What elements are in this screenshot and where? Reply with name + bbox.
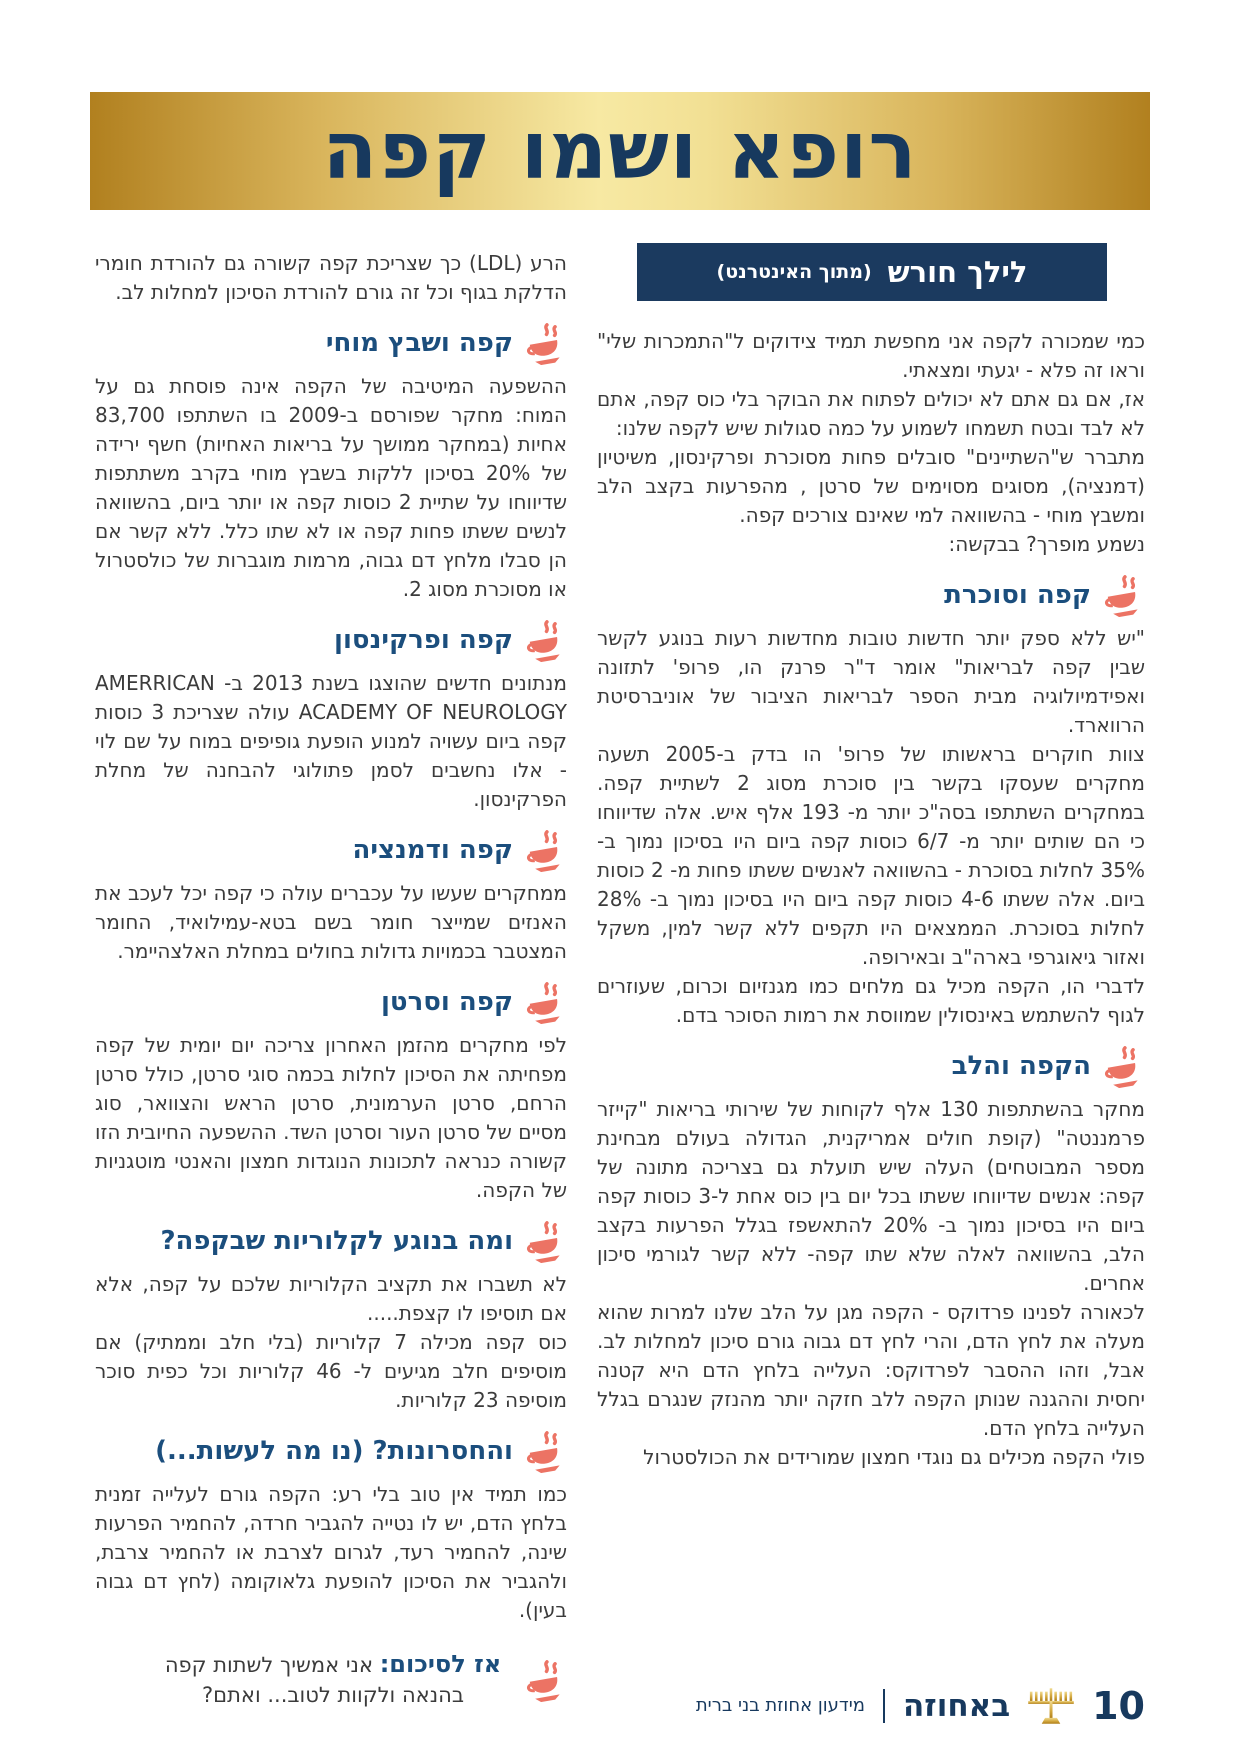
section-paragraph: לפי מחקרים מהזמן האחרון צריכה יום יומית של קפה מפחיתה את הסיכון לחלות בכמה סוגי סרטן, כולל סרטן הרחם, סרטן הערמונית, סרטן הראש והצוואר, סוג מסיים של סרטן העור וסרטן השד. ההשפעה החיובית הזו קשורה כנראה לתכונות הנוגדות חמצון והאנטי מוטגניות של הקפה. (95, 1033, 567, 1202)
article-section (95, 1429, 567, 1625)
section-paragraphs (95, 1031, 567, 1205)
article-section (597, 1044, 1145, 1472)
coffee-cup-icon (525, 1429, 567, 1473)
section-paragraphs (597, 624, 1145, 1030)
coffee-cup-icon (1103, 573, 1145, 617)
section-head (95, 828, 567, 872)
intro-paragraph: אז, אם גם אתם לא יכולים לפתוח את הבוקר בלי כוס קפה, אתם לא לבד ובטח תשמחו לשמוע על כמה סגולות שיש לקפה שלנו: (597, 387, 1145, 440)
section-paragraphs (95, 1270, 567, 1415)
section-heading: והחסרונות? (נו מה לעשות...) (155, 1435, 513, 1466)
page-footer (95, 1686, 1145, 1726)
page-banner (90, 92, 1150, 210)
section-paragraph: כוס קפה מכילה 7 קלוריות (בלי חלב וממתיק) אם מוסיפים חלב מגיעים ל- 46 קלוריות וכל כפית סוכר מוסיפה 23 קלוריות. (95, 1330, 568, 1412)
section-paragraph: מחקר בהשתתפות 130 אלף לקוחות של שירותי בריאות "קייזר פרמננטה" (קופת חולים אמריקנית, הגדולה בעולם מבחינת מספר המבוטחים) העלה שיש תועלת גם בצריכה מתונה של קפה: אנשים שדיווחו ששתו בכל יום בין כוס אחת ל-3 כוסות קפה ביום היו בסיכון נמוך ב- 20% להתאשפז בגלל הפרעות בקצב הלב, בהשוואה לאלה שלא שתו קפה- ללא קשר לגורמי סיכון אחרים. (597, 1097, 1146, 1295)
section-paragraphs (597, 1095, 1145, 1472)
column-left (95, 243, 567, 1710)
section-paragraph: ההשפעה המיטיבה של הקפה אינה פוסחת גם על המוח: מחקר שפורסם ב-2009 בו השתתפו 83,700 אחיות (במחקר ממושך על בריאות האחיות) חשף ירידה של 20% בסיכון ללקות בשבץ מוחי בקרב משתתפות שדיווחו על שתיית 2 כוסות קפה או יותר ביום, בהשוואה לנשים ששתו פחות קפה או לא שתו כלל. ללא קשר אם הן סבלו מלחץ דם גבוה, מרמות מוגברות של כולסטרול או מסוכרת מסוג 2. (95, 374, 567, 601)
section-paragraphs (95, 669, 567, 814)
menorah-icon (1024, 1686, 1078, 1726)
section-paragraphs (95, 879, 567, 966)
section-head (95, 1429, 567, 1473)
continuation-paragraph: הרע (LDL) כך שצריכת קפה קשורה גם להורדת חומרי הדלקת בגוף וכל זה גורם להורדת הסיכון למחלות לב. (95, 251, 567, 304)
section-paragraph: צוות חוקרים בראשותו של פרופ' הו בדק ב-2005 תשעה מחקרים שעסקו בקשר בין סוכרת מסוג 2 לשתיית קפה. במחקרים השתתפו בסה"כ יותר מ- 193 אלף איש. אלה שדיווחו כי הם שותים יותר מ- 6/7 כוסות קפה ביום היו בסיכון נמוך ב- 35% לחלות בסוכרת - בהשוואה לאנשים ששתו פחות מ- 2 כוסות ביום. אלה ששתו 4-6 כוסות קפה ביום היו בסיכון נמוך ב- 28% לחלות בסוכרת. הממצאים היו תקפים ללא קשר למין, משקל ואזור גיאוגרפי בארה"ב ובאירופה. (597, 742, 1146, 969)
byline-author: לילך חורש (887, 255, 1028, 289)
coffee-cup-icon (525, 618, 567, 662)
section-head (597, 1044, 1145, 1088)
section-head (95, 321, 567, 365)
section-paragraph: כמו תמיד אין טוב בלי רע: הקפה גורם לעלייה זמנית בלחץ הדם, יש לו נטייה להגביר חרדה, להחמיר הפרעות שינה, להחמיר רעד, לגרום לצרבת או להחמיר צרבת, ולהגביר את הסיכון להופעת גלאוקומה (לחץ דם גבוה בעין). (95, 1482, 567, 1622)
section-heading: קפה וסרטן (381, 986, 513, 1017)
summary-label: אז לסיכום: (379, 1650, 502, 1678)
section-head (95, 618, 567, 662)
coffee-cup-icon (525, 828, 567, 872)
article-section (95, 980, 567, 1205)
newsletter-tagline: מידעון אחוזת בני ברית (695, 1695, 865, 1716)
page-number: 10 (1092, 1684, 1145, 1728)
section-paragraph: לא תשברו את תקציב הקלוריות שלכם על קפה, אלא אם תוסיפו לו קצפת..... (95, 1272, 567, 1325)
left-sections (95, 321, 567, 1625)
section-heading: קפה וסוכרת (944, 579, 1091, 610)
summary-text: אני אמשיך לשתות קפה בהנאה ולקוות לטוב... ואתם? (164, 1653, 464, 1707)
coffee-cup-icon (525, 1219, 567, 1263)
article-section (95, 618, 567, 814)
article-columns (95, 243, 1145, 1710)
article-section (95, 828, 567, 966)
byline-box (637, 243, 1107, 301)
section-paragraph: לדברי הו, הקפה מכיל גם מלחים כמו מגנזיום וכרום, שעוזרים לגוף להשתמש באינסולין שמווסת את רמות הסוכר בדם. (597, 974, 1145, 1027)
page-title: רופא ושמו קפה (322, 104, 918, 197)
coffee-cup-icon (1103, 1044, 1145, 1088)
section-paragraph: ממחקרים שעשו על עכברים עולה כי קפה יכל לעכב את האנזים שמייצר חומר בשם בטא-עמילואיד, החומר המצטבר בכמויות גדולות בחולים במחלת האלצהיימר. (95, 881, 567, 963)
section-heading: קפה ופרקינסון (334, 624, 513, 655)
section-head (597, 573, 1145, 617)
coffee-cup-icon (525, 321, 567, 365)
coffee-cup-icon (525, 980, 567, 1024)
section-paragraphs (95, 372, 567, 604)
byline-source: (מתוך האינטרנט) (716, 261, 872, 283)
section-paragraphs (95, 1480, 567, 1625)
section-head (95, 980, 567, 1024)
intro-paragraphs (597, 327, 1145, 559)
article-section (597, 573, 1145, 1030)
column-right (597, 243, 1145, 1472)
section-paragraph: מנתונים חדשים שהוצגו בשנת 2013 ב- AMERRICAN ACADEMY OF NEUROLOGY עולה שצריכת 3 כוסות קפה ביום עשויה למנוע הופעת גופיפים במוח על שם לוי - אלו נחשבים לסמן פתולוגי להבחנה של מחלת הפרקינסון. (95, 671, 567, 811)
section-paragraph: פולי הקפה מכילים גם נוגדי חמצון שמורידים את הכולסטרול (643, 1445, 1145, 1469)
section-paragraph: "יש ללא ספק יותר חדשות טובות מחדשות רעות בנוגע לקשר שבין קפה לבריאות" אומר ד"ר פרנק הו, פרופ' לתזונה ואפידמיולוגיה מבית הספר לבריאות הציבור של אוניברסיטת הרווארד. (597, 626, 1145, 737)
section-paragraph: לכאורה לפנינו פרדוקס - הקפה מגן על הלב שלנו למרות שהוא מעלה את לחץ הדם, והרי לחץ דם גבוה גורם סיכון למחלות לב. אבל, וזהו ההסבר לפרדוקס: העלייה בלחץ הדם היא קטנה יחסית וההגנה שנותן הקפה ללב חזקה יותר מהנזק שנגרם בגלל העלייה בלחץ הדם. (597, 1300, 1145, 1440)
newsletter-brand: באחוזה (902, 1687, 1011, 1724)
section-heading: ומה בנוגע לקלוריות שבקפה? (160, 1225, 513, 1256)
article-section (95, 321, 567, 604)
article-section (95, 1219, 567, 1415)
footer-divider (883, 1689, 885, 1723)
section-head (95, 1219, 567, 1263)
section-heading: קפה ודמנציה (352, 834, 513, 865)
intro-paragraph: כמי שמכורה לקפה אני מחפשת תמיד צידוקים ל"התמכרות שלי" וראו זה פלא - יגעתי ומצאתי. (597, 329, 1145, 382)
section-heading: הקפה והלב (951, 1050, 1091, 1081)
section-heading: קפה ושבץ מוחי (325, 327, 513, 358)
intro-paragraph: מתברר ש"השתיינים" סובלים פחות מסוכרת ופרקינסון, משיטיון (דמנציה), מסוגים מסוימים של סרטן , מהפרעות בקצב הלב ומשבץ מוחי - בהשוואה למי שאינם צורכים קפה. (597, 445, 1145, 527)
right-sections (597, 573, 1145, 1472)
intro-paragraph: נשמע מופרך? בבקשה: (948, 532, 1145, 556)
